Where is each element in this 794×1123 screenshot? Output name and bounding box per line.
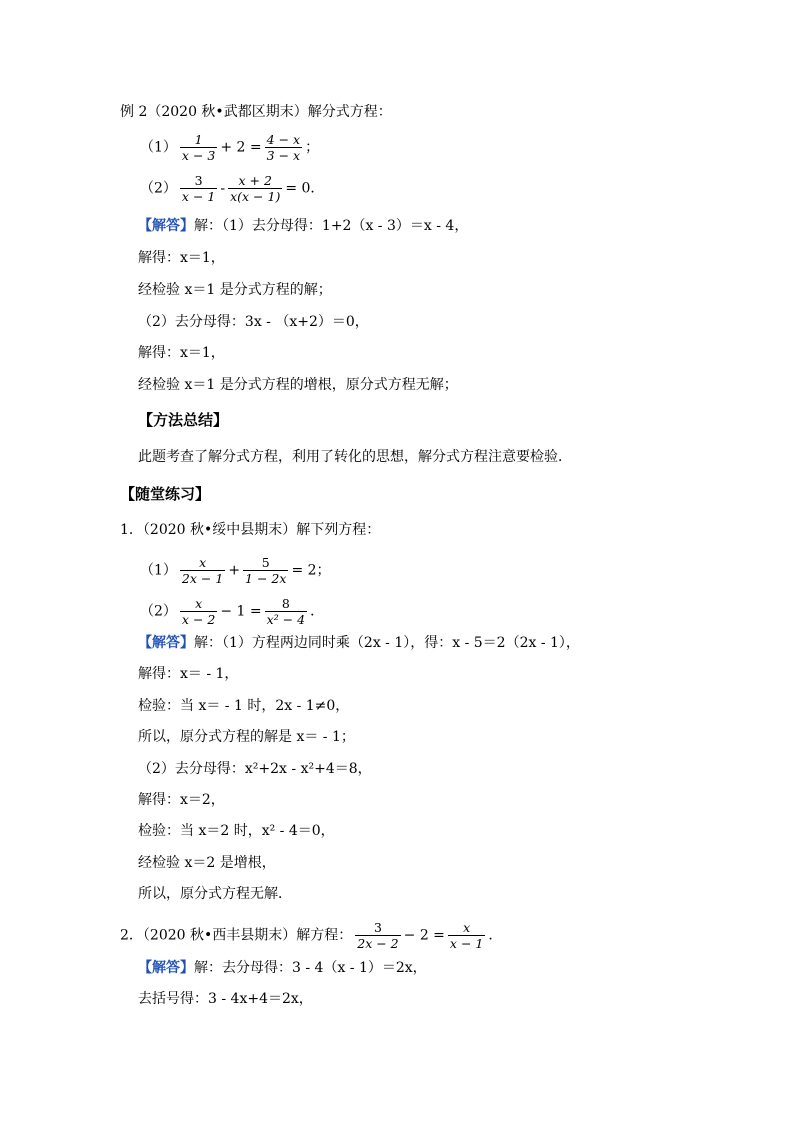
part-label: （2） — [140, 180, 177, 197]
answer-line: 解得：x＝1， — [138, 345, 225, 361]
operator: − 2 = — [403, 927, 445, 944]
operator: + — [228, 562, 241, 579]
example-2-equation-1 — [140, 132, 319, 163]
answer-line: 经检验 x＝2 是增根， — [138, 855, 276, 871]
example-2-answer-line-1 — [138, 216, 468, 236]
numerator: x — [199, 555, 207, 570]
example-2-equation-2 — [140, 173, 324, 204]
answer-line: 解得：x＝ - 1， — [138, 666, 239, 682]
punct: ； — [305, 139, 320, 156]
practice-heading: 【随堂练习】 — [120, 485, 211, 503]
answer-line: 解得：x＝1， — [138, 250, 225, 266]
answer-line: （2）去分母得：x²+2x - x²+4＝8， — [138, 761, 372, 777]
question-2-title — [120, 920, 502, 951]
numerator: 4 − x — [266, 132, 301, 147]
denominator: x² − 4 — [266, 612, 306, 627]
operator: + 2 = — [220, 139, 262, 156]
fraction — [180, 132, 217, 163]
fraction — [180, 173, 217, 204]
denominator: x(x − 1) — [230, 189, 281, 204]
numerator: 5 — [261, 555, 270, 570]
answer-tag: 【解答】 — [138, 218, 194, 234]
fraction — [265, 596, 307, 627]
denominator: x − 3 — [181, 148, 216, 163]
answer-text: 解：去分母得：3 - 4（x - 1）＝2x， — [194, 960, 427, 976]
answer-tag: 【解答】 — [138, 960, 194, 976]
denominator: 1 − 2x — [245, 571, 287, 586]
numerator: 3 — [194, 173, 203, 188]
part-label: （2） — [140, 603, 177, 620]
question-1-answer-line-1 — [138, 633, 580, 653]
punct: ． — [488, 927, 503, 944]
answer-line: （2）去分母得：3x - （x+2）＝0， — [138, 314, 369, 330]
answer-line: 检验：当 x＝2 时，x² - 4＝0， — [138, 823, 335, 839]
denominator: x − 1 — [181, 189, 216, 204]
denominator: 2x − 1 — [181, 571, 224, 586]
fraction — [180, 596, 217, 627]
numerator: x + 2 — [238, 173, 272, 188]
question-1-title: 1．（2020 秋•绥中县期末）解下列方程： — [120, 522, 381, 538]
denominator: 3 − x — [266, 148, 301, 163]
operator: − 1 = — [220, 603, 262, 620]
question-2-answer-line-1 — [138, 958, 427, 978]
punct: ． — [310, 603, 325, 620]
question-1-equation-1 — [140, 555, 331, 586]
numerator: 3 — [373, 920, 382, 935]
denominator: x − 1 — [449, 936, 484, 951]
denominator: x − 2 — [181, 612, 216, 627]
method-summary-heading: 【方法总结】 — [138, 411, 229, 429]
question-text: 2．（2020 秋•西丰县期末）解方程： — [120, 927, 353, 944]
answer-line: 所以，原分式方程的解是 x＝ - 1； — [138, 729, 355, 745]
answer-text: 解：（1）方程两边同时乘（2x - 1），得：x - 5＝2（2x - 1）， — [194, 635, 580, 651]
fraction — [243, 555, 288, 586]
numerator: 8 — [281, 596, 290, 611]
answer-line: 去括号得：3 - 4x+4＝2x， — [138, 991, 313, 1007]
fraction — [180, 555, 225, 586]
operator: = 2； — [291, 562, 331, 579]
answer-line: 检验：当 x＝ - 1 时，2x - 1≠0， — [138, 698, 350, 714]
part-label: （1） — [140, 139, 177, 156]
numerator: x — [463, 920, 471, 935]
fraction — [448, 920, 485, 951]
answer-line: 解得：x＝2， — [138, 792, 225, 808]
answer-line: 经检验 x＝1 是分式方程的增根，原分式方程无解； — [138, 377, 458, 393]
operator: - — [220, 180, 226, 197]
denominator: 2x − 2 — [357, 936, 399, 951]
example-2-title: 例 2（2020 秋•武都区期末）解分式方程： — [120, 104, 392, 120]
fraction — [265, 132, 302, 163]
answer-tag: 【解答】 — [138, 635, 194, 651]
numerator: x — [195, 596, 203, 611]
numerator: 1 — [194, 132, 203, 147]
answer-line: 经检验 x＝1 是分式方程的解； — [138, 282, 332, 298]
question-1-equation-2 — [140, 596, 324, 627]
fraction — [355, 920, 400, 951]
answer-line: 所以，原分式方程无解． — [138, 886, 292, 902]
fraction — [228, 173, 282, 204]
answer-text: 解：（1）去分母得：1+2（x - 3）＝x - 4， — [194, 218, 469, 234]
part-label: （1） — [140, 562, 177, 579]
punct: = 0． — [285, 180, 325, 197]
method-summary-text: 此题考查了解分式方程，利用了转化的思想，解分式方程注意要检验． — [138, 449, 572, 465]
